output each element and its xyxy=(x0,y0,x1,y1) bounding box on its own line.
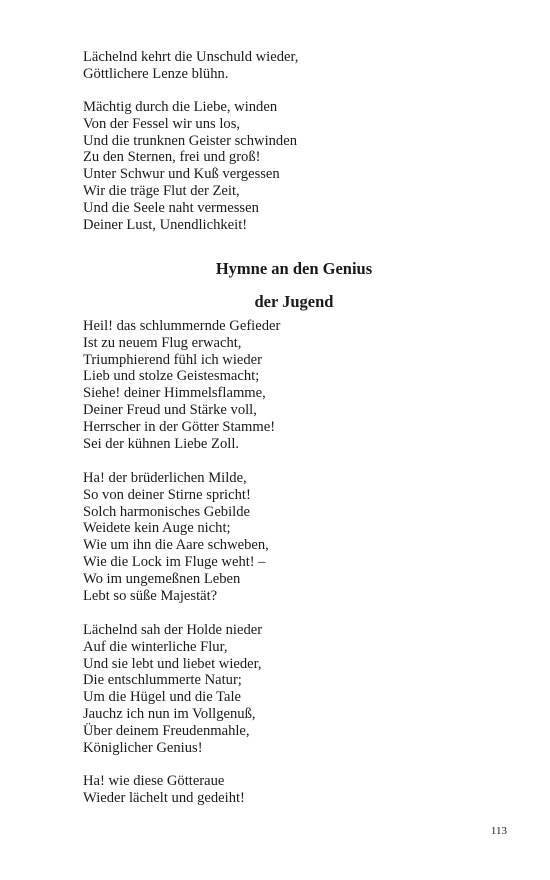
verse-line: Die entschlummerte Natur; xyxy=(83,672,242,689)
verse-line: Auf die winterliche Flur, xyxy=(83,638,228,655)
verse-line: Göttlichere Lenze blühn. xyxy=(83,65,229,82)
verse-line: Und sie lebt und liebet wieder, xyxy=(83,655,262,672)
verse-line: Sei der kühnen Liebe Zoll. xyxy=(83,435,240,452)
poem-title: Hymne an den Genius xyxy=(215,259,373,278)
verse-line: Ha! wie diese Götteraue xyxy=(83,773,225,789)
verse-line: Unter Schwur und Kuß vergessen xyxy=(83,166,280,183)
verse-line: Königlicher Genius! xyxy=(83,739,203,756)
verse-line: Zu den Sternen, frei und groß! xyxy=(83,149,261,166)
verse-line: Lebt so süße Majestät? xyxy=(83,587,218,604)
verse-line: Solch harmonisches Gebilde xyxy=(83,503,250,520)
verse-line: Weidete kein Auge nicht; xyxy=(83,520,231,537)
verse-line: Jauchz ich nun im Vollgenuß, xyxy=(83,705,256,722)
verse-line: Wo im ungemeßnen Leben xyxy=(83,570,241,587)
verse-line: Heil! das schlummernde Gefieder xyxy=(83,318,281,334)
verse-line: Siehe! deiner Himmelsflamme, xyxy=(83,385,266,402)
stanza xyxy=(83,99,483,233)
verse-line: Und die Seele naht vermessen xyxy=(83,199,259,216)
verse-line: Lieb und stolze Geistesmacht; xyxy=(83,368,260,385)
verse-line: Lächelnd sah der Holde nieder xyxy=(83,622,263,638)
stanza xyxy=(83,773,483,807)
verse-line: Wie um ihn die Aare schweben, xyxy=(83,537,269,554)
verse-line: Wieder lächelt und gedeiht! xyxy=(83,789,245,806)
stanza xyxy=(83,318,483,452)
poem-title-continued: der Jugend xyxy=(254,292,334,311)
verse-line: Um die Hügel und die Tale xyxy=(83,689,241,706)
verse-line: Deiner Lust, Unendlichkeit! xyxy=(83,216,248,233)
verse-line: Und die trunknen Geister schwinden xyxy=(83,132,297,149)
verse-line: Von der Fessel wir uns los, xyxy=(83,115,241,132)
verse-line: Deiner Freud und Stärke voll, xyxy=(83,401,257,418)
verse-line: Wie die Lock im Fluge weht! – xyxy=(83,553,266,570)
verse-line: Lächelnd kehrt die Unschuld wieder, xyxy=(83,49,299,65)
verse-line: Mächtig durch die Liebe, winden xyxy=(83,99,278,115)
stanza xyxy=(83,622,483,756)
page-number: 113 xyxy=(490,825,507,837)
stanza xyxy=(83,470,483,604)
verse-line: So von deiner Stirne spricht! xyxy=(83,486,251,503)
verse-line: Herrscher in der Götter Stamme! xyxy=(83,418,276,435)
verse-line: Wir die träge Flut der Zeit, xyxy=(83,182,240,199)
verse-line: Ha! der brüderlichen Milde, xyxy=(83,470,247,486)
verse-line: Triumphierend fühl ich wieder xyxy=(83,351,263,368)
stanza xyxy=(83,49,483,83)
verse-line: Über deinem Freudenmahle, xyxy=(83,722,250,739)
verse-line: Ist zu neuem Flug erwacht, xyxy=(83,334,242,351)
